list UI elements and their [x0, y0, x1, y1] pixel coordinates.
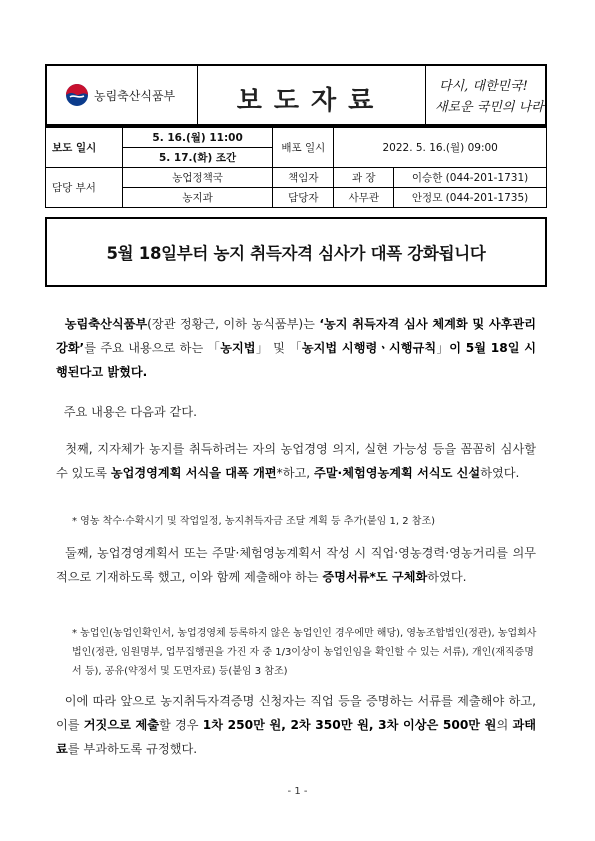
p1-bold-g: 농지법 시행령ㆍ시행규칙 [301, 341, 437, 355]
headline: 5월 18일부터 농지 취득자격 심사가 대폭 강화됩니다 [106, 244, 486, 263]
paragraph-3 [56, 437, 536, 485]
footnote-2: * 농업인(농업인확인서, 농업경영체 등록하지 않은 농업인인 경우에만 해당), 영농조합법인(정관), 농업회사법인(정관, 임원명부, 업무집행권을 가진 자 중 1/3이상이 농업인임을 확인할 수 있는 서류), 개인(재직증명서 등), 공유(약정서 및 도면자료) 등(붙임 3 참조) [72, 628, 537, 677]
ministry-cell [47, 66, 198, 124]
release-value-2: 5. 17.(화) 조간 [122, 148, 273, 168]
responsible-contact: 이승한 (044-201-1731) [394, 168, 547, 188]
press-header [45, 64, 547, 126]
distribution-label: 배포 일시 [273, 127, 334, 168]
department-label: 담당 부서 [46, 168, 123, 208]
release-info-table [45, 126, 547, 208]
p3-text-c: *하고, [276, 466, 315, 480]
contact-contact: 안정모 (044-201-1735) [394, 188, 547, 208]
responsible-label: 책임자 [273, 168, 334, 188]
p3-bold-d: 주말·체험영농계획 서식도 신설 [314, 466, 481, 480]
p1-text-b: (장관 정황근, 이하 농식품부)는 [147, 317, 320, 331]
distribution-value: 2022. 5. 16.(월) 09:00 [334, 127, 547, 168]
footnote-1: * 영농 착수·수확시기 및 작업일정, 농지취득자금 조달 계획 등 추가(붙임 1, 2 참조) [72, 516, 436, 527]
paragraph-2 [56, 400, 536, 424]
release-label: 보도 일시 [46, 127, 123, 168]
contact-label: 담당자 [273, 188, 334, 208]
paragraph-1 [56, 312, 536, 384]
paragraph-4 [56, 541, 536, 589]
p4-text-a: 둘째, 농업경영계획서 또는 주말·체험영농계획서 작성 시 직업·영농경력·영농거리를 의무적으로 기재하도록 했고, 이와 함께 제출해야 하는 [56, 546, 537, 584]
p4-text-c: 하였다. [427, 570, 467, 584]
headline-box [45, 217, 547, 287]
p5-text-c: 할 경우 [159, 718, 203, 732]
p5-text-a: 이에 따라 앞으로 농지취득자격증명 신청자는 직업 등을 증명하는 서류를 제출해야 하고, 이를 [56, 694, 536, 732]
paragraph-5 [56, 689, 536, 761]
p1-bold-c: ‘농지 취득자격 심사 체계화 및 사후관리 강화’ [56, 317, 536, 355]
p3-text-a: 첫째, 지자체가 농지를 취득하려는 자의 농업경영 의지, 실현 가능성 등을 꼼꼼히 심사할 수 있도록 [56, 442, 537, 480]
department-value-2: 농지과 [122, 188, 273, 208]
p1-text-d: 를 주요 내용으로 하는 「 [84, 341, 221, 355]
page-number: - 1 - [287, 786, 308, 797]
department-value-1: 농업정책국 [122, 168, 273, 188]
p3-text-e: 하였다. [480, 466, 520, 480]
p5-bold-b: 거짓으로 제출 [83, 718, 160, 732]
contact-title: 사무관 [334, 188, 394, 208]
p5-bold-d: 1차 250만 원, 2차 350만 원, 3차 이상은 500만 원 [202, 718, 497, 732]
slogan-line-2: 새로운 국민의 나라 [435, 100, 544, 115]
p4-bold-b: 증명서류*도 구체화 [322, 570, 428, 584]
p1-bold-i: 이 5월 18일 시행된다고 밝혔다. [56, 341, 536, 379]
responsible-title: 과 장 [334, 168, 394, 188]
title-cell [197, 66, 426, 124]
p1-text-h: 」 [436, 341, 450, 355]
ministry-name: 농림축산식품부 [94, 89, 176, 103]
press-release-title: 보도자료 [236, 86, 386, 116]
p5-bold-f: 과태료 [56, 718, 536, 756]
release-value-1: 5. 16.(월) 11:00 [122, 127, 273, 148]
p5-text-e: 의 [496, 718, 513, 732]
government-emblem-icon [65, 83, 89, 107]
p3-bold-b: 농업경영계획 서식을 대폭 개편 [110, 466, 277, 480]
p1-bold-e: 농지법 [220, 341, 256, 355]
slogan-line-1: 다시, 대한민국! [439, 79, 528, 94]
p2-text: 주요 내용은 다음과 같다. [63, 405, 197, 419]
ministry-bold: 농림축산식품부 [64, 317, 148, 331]
p1-text-f: 」 및 「 [255, 341, 302, 355]
p5-text-g: 를 부과하도록 규정했다. [67, 742, 198, 756]
